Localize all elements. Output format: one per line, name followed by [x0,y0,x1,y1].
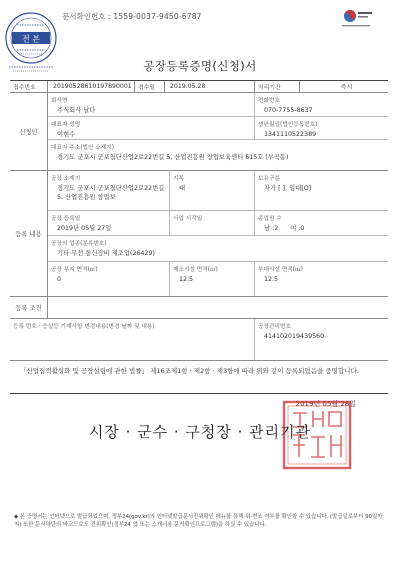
representative-value: 이현수 [57,130,76,138]
conditions-label: 등록 조건 [10,297,48,318]
business-start-field [170,211,255,236]
document-title: 공장등록증명(신청)서 [143,59,257,73]
changes-label: 등록 번호 · 증설등 기재사항 변경내용(변경 날짜 및 내용) [13,324,155,330]
employees-label: 종업원 수 [258,215,282,222]
site-area-field [48,262,170,296]
representative-label: 대표자 성명 [51,121,81,128]
company-label: 회사명 [51,98,68,104]
ownership-label: 보유구분 [258,176,280,182]
factory-location-value: 경기도 군포시 군포첨단산업2로22번길 5, 산업진흥원 창업보 [57,185,165,201]
receipt-number-label: 접수번호 [10,81,48,92]
registration-section-label: 등록 내용 [10,171,48,296]
statement-row [10,361,388,393]
certification-statement: 「산업집적활성화 및 공장설립에 관한 법률」 제16조제1항 · 제2항 · 제3항에 따라 위와 같이 등록되었음을 증명합니다. [20,367,359,375]
manufacturing-area-value: 12.5 [179,276,194,284]
company-field [48,93,255,116]
receipt-number: 20190528610197890001 [48,81,135,92]
land-category-field [170,171,255,210]
ownership-field [255,171,388,210]
industry-label: 공장의 업종(분류번호) [51,241,107,248]
site-area-label: 공장 부지 면적(㎡) [51,267,98,274]
business-start-value [170,222,254,225]
receipt-date: 2019.05.28 [165,81,255,92]
manufacturing-area-label: 제조시설 면적(㎡) [173,267,218,274]
conditions-value [48,297,388,318]
auxiliary-area-field [255,262,388,296]
issue-date: 2019년 05월 28일 [295,400,356,408]
manufacturing-area-field [170,262,255,296]
registration-date-field [48,211,170,236]
birth-field [255,117,388,140]
document-check-number [62,11,202,22]
company-value: 주식회사 날다 [57,107,96,114]
management-number-value: 414102019439560 [264,333,325,340]
land-category-label: 지목 [173,176,184,182]
address-label: 대표자 주소(법인 소재지) [51,145,114,152]
document-check-value: 1559-0037-9450-6787 [113,12,202,21]
address-value: 경기도 군포시 군포첨단산업2로22번길 5, 산업진흥원 창업보육센터 615호 (부곡동) [57,154,289,162]
changes-field [10,319,255,360]
registration-date-value: 2019년 05월 27일 [57,224,112,232]
land-category-value: 대 [179,185,186,192]
changes-row [10,319,388,361]
factory-location-field [48,171,170,210]
business-start-label: 사업 시작일 [173,215,203,222]
applicant-section [10,93,388,171]
phone-field [255,93,388,116]
government-emblem-icon [338,7,374,31]
management-number-label: 공장관리번호 [258,324,291,330]
industry-value: 기타 무선 통신장비 제조업(26429) [57,250,155,258]
phone-label: 전화번호 [258,98,280,104]
management-number-field [255,319,388,360]
document-check-label: 문서확인번호 : [62,12,111,21]
receipt-date-label: 접수일 [135,81,165,92]
auxiliary-area-label: 부대시설 면적(㎡) [258,267,303,274]
representative-field [48,117,255,140]
factory-location-label: 공장 소재지 [51,176,81,182]
auxiliary-area-value: 12.5 [264,276,279,284]
ownership-value: 자가 [ ], 임대[O] [264,185,312,192]
stamp-center-text: 전 본 [22,34,40,44]
processing-period: 즉시 [340,84,353,91]
applicant-section-label: 신청인 [10,93,48,170]
birth-value: 1341110522389 [264,130,317,138]
conditions-row [10,297,388,319]
birth-label: 생년월일(법인등록번호) [258,121,318,128]
employees-value: 남 :2 여 :0 [264,224,305,232]
receipt-row [10,81,388,93]
registration-section [10,171,388,297]
phone-value: 070-7755-8637 [264,107,313,114]
industry-field [48,236,388,261]
registration-date-label: 공장 등록일 [51,215,81,222]
authenticity-notice: ◆ 본 증명서는 인터넷으로 발급되었으며, 정부24(gov.kr)의 인터넷발급문서진위확인 메뉴를 통해 위·변조 여부를 확인할 수 있습니다. (발급일로부터 90일까지) 또한 문서하단의 바코드로도 진위확인(정부24 앱 또는 스캐너용 문서확인프로그램)을 하실 수 있습니다. [14,514,383,528]
processing-period-label: 처리기간 [255,81,300,92]
employees-field [255,211,388,236]
issuing-authority: 시장 · 군수 · 구청장 · 관리기관 [88,423,312,441]
site-area-value: 0 [57,276,62,284]
address-field [48,140,388,170]
certificate-table [10,80,388,394]
